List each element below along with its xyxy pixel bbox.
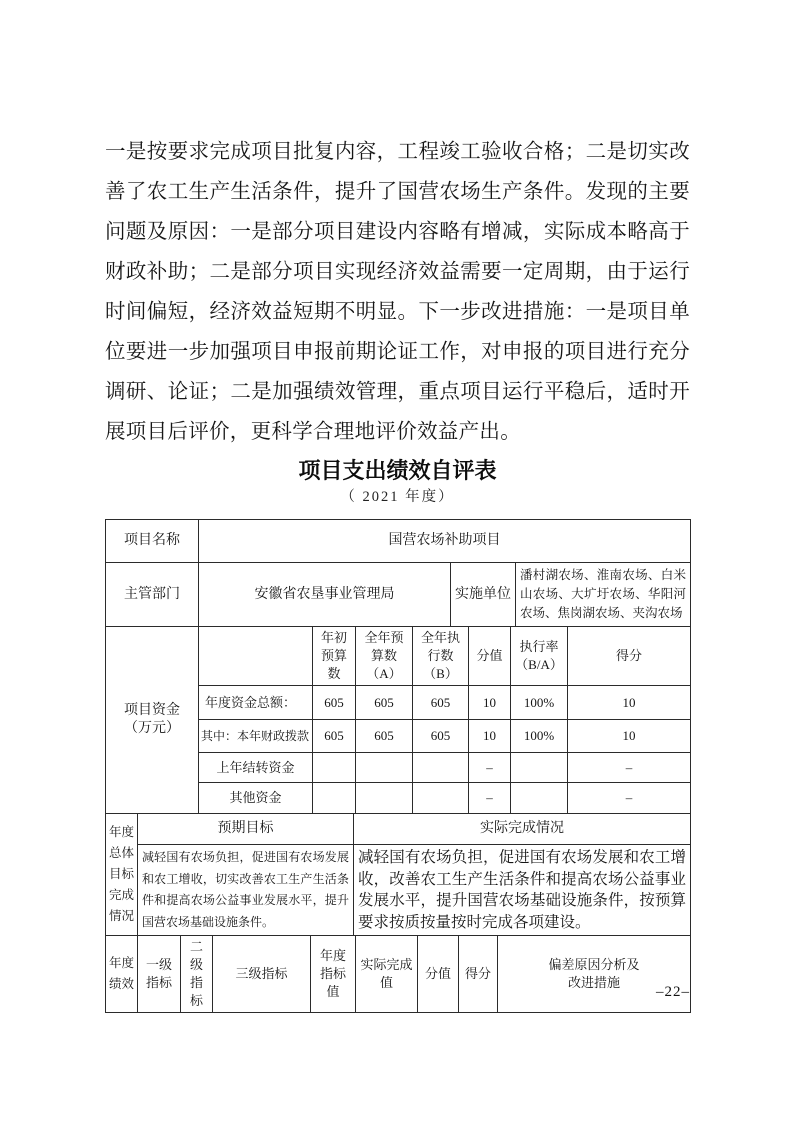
goal-header-row [106, 814, 691, 845]
actual-completion-text: 减轻国有农场负担，促进国有农场发展和农工增收，改善农工生产生活条件和提高农场公益事业发展水平，提升国营农场基础设施条件，按预算要求按质按量按时完成各项建设。 [354, 845, 691, 936]
funds-row-label: 上年结转资金 [199, 753, 313, 783]
impl-unit-value: 潘村湖农场、淮南农场、白米山农场、大圹圩农场、华阳河农场、焦岗湖农场、夹沟农场 [516, 563, 691, 627]
perf-header-target-value: 年度指标值 [311, 936, 356, 1013]
funds-cell: 100% [511, 686, 568, 720]
funds-cell: 605 [413, 720, 469, 753]
funds-cell: 10 [568, 720, 691, 753]
funds-cell [356, 783, 413, 814]
body-paragraph: 一是按要求完成项目批复内容，工程竣工验收合格；二是切实改善了农工生产生活条件，提升了国营农场生产条件。发现的主要问题及原因：一是部分项目建设内容略有增减，实际成本略高于财政补助；二是部分项目实现经济效益需要一定周期，由于运行时间偏短，经济效益短期不明显。下一步改进措施：一是项目单位要进一步加强项目申报前期论证工作，对申报的项目进行充分调研、论证；二是加强绩效管理，重点项目运行平稳后，适时开展项目后评价，更科学合理地评价效益产出。 [105, 141, 690, 443]
funds-cell: 605 [356, 720, 413, 753]
funds-cell [313, 753, 356, 783]
funds-side-label: 项目资金（万元） [106, 627, 199, 814]
funds-cell: 605 [356, 686, 413, 720]
table-subtitle: （ 2021 年度） [340, 489, 455, 505]
page-content [105, 132, 690, 1013]
actual-completion-header: 实际完成情况 [354, 814, 691, 845]
funds-cell: 605 [313, 686, 356, 720]
funds-cell [413, 753, 469, 783]
funds-header-row [106, 627, 691, 686]
perf-header-deviation: 偏差原因分析及改进措施 [498, 936, 691, 1013]
funds-header-score: 得分 [568, 627, 691, 686]
funds-cell: 10 [469, 720, 511, 753]
funds-table [105, 626, 691, 814]
funds-cell: 605 [313, 720, 356, 753]
funds-header-initial-budget: 年初预算数 [313, 627, 356, 686]
funds-cell: – [469, 753, 511, 783]
expected-goal-header: 预期目标 [138, 814, 354, 845]
self-eval-table [105, 519, 690, 1013]
dept-label: 主管部门 [106, 563, 199, 627]
impl-unit-label: 实施单位 [451, 563, 516, 627]
funds-cell: 605 [413, 686, 469, 720]
annual-goal-table [105, 813, 691, 936]
perf-header-score: 得分 [459, 936, 498, 1013]
table-row [106, 520, 691, 563]
dept-value: 安徽省农垦事业管理局 [199, 563, 451, 627]
funds-cell [313, 783, 356, 814]
basic-info-table [105, 519, 691, 627]
funds-cell [356, 753, 413, 783]
expected-goal-text: 减轻国有农场负担，促进国有农场发展和农工增收，切实改善农工生产生活条件和提高农场公益事业发展水平，提升国营农场基础设施条件。 [138, 845, 354, 936]
table-title: 项目支出绩效自评表 [298, 458, 497, 483]
funds-row-label: 年度资金总额： [199, 686, 313, 720]
funds-cell: 10 [469, 686, 511, 720]
funds-row-label: 其他资金 [199, 783, 313, 814]
funds-row-label: 其中：本年财政拨款 [199, 720, 313, 753]
perf-header-score-value: 分值 [418, 936, 459, 1013]
funds-header-execution-rate: 执行率（B/A） [511, 627, 568, 686]
funds-cell [511, 753, 568, 783]
perf-header-actual-value: 实际完成值 [356, 936, 418, 1013]
perf-header-level3: 三级指标 [213, 936, 311, 1013]
goal-text-row [106, 845, 691, 936]
funds-cell: – [469, 783, 511, 814]
project-name-label: 项目名称 [106, 520, 199, 563]
page-number: –22– [656, 984, 690, 1000]
table-row [106, 563, 691, 627]
performance-table [105, 935, 691, 1013]
funds-header-annual-budget: 全年预算数（A） [356, 627, 413, 686]
goal-side-label: 年度总体目标完成情况 [106, 814, 138, 936]
funds-cell: – [568, 783, 691, 814]
project-name-value: 国营农场补助项目 [199, 520, 691, 563]
funds-cell: 10 [568, 686, 691, 720]
funds-header-score-value: 分值 [469, 627, 511, 686]
funds-cell: – [568, 753, 691, 783]
perf-header-level2: 二级指标 [181, 936, 213, 1013]
perf-side-label: 年度绩效 [106, 936, 138, 1013]
funds-header-annual-execution: 全年执行数（B） [413, 627, 469, 686]
perf-header-level1: 一级指标 [138, 936, 181, 1013]
funds-cell [413, 783, 469, 814]
funds-blank-cell [199, 627, 313, 686]
funds-cell [511, 783, 568, 814]
funds-cell: 100% [511, 720, 568, 753]
